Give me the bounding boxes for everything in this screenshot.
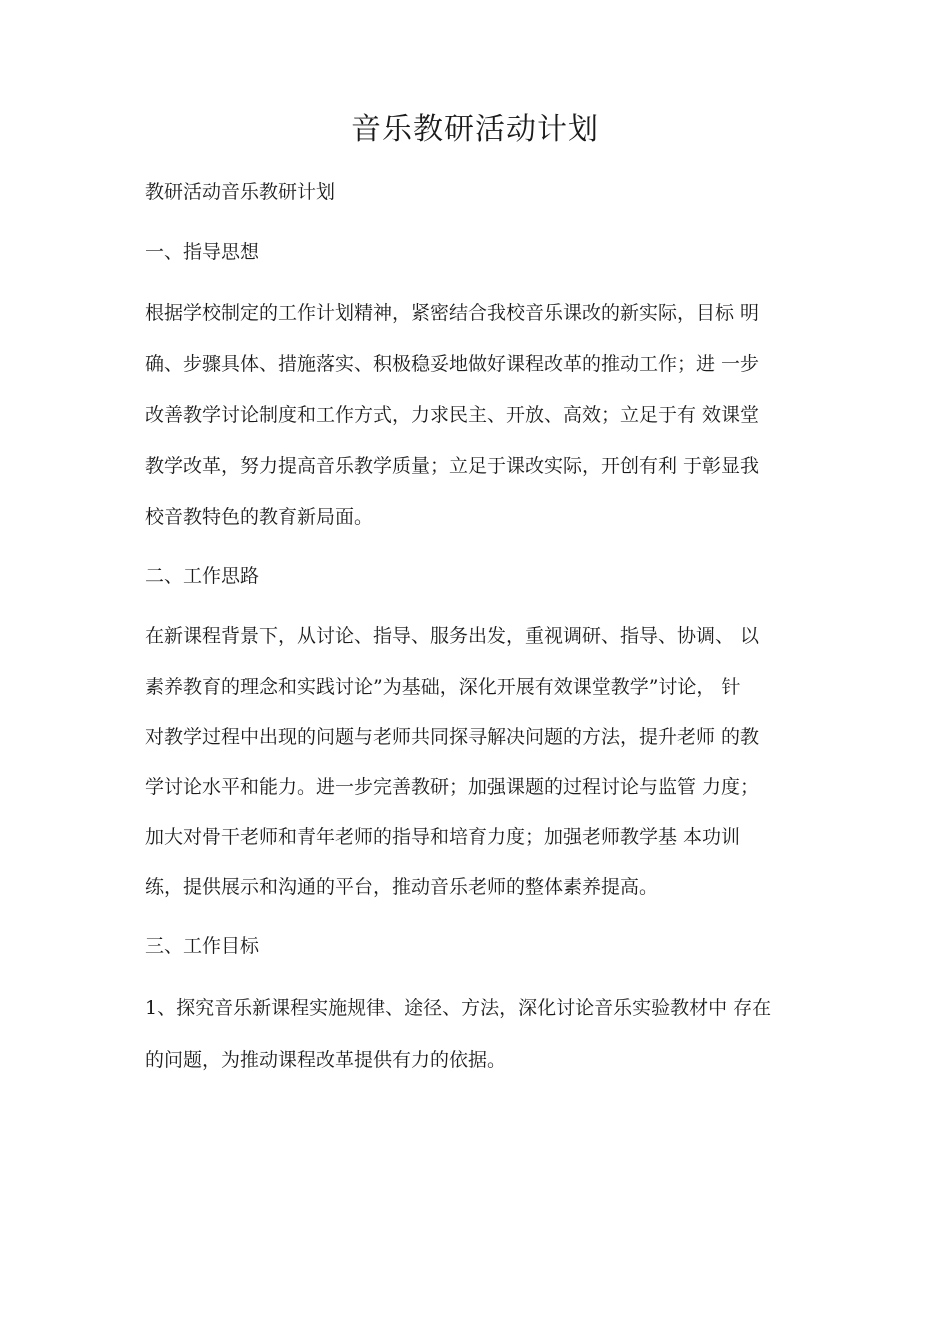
- paragraph-line: 在新课程背景下，从讨论、指导、服务出发，重视调研、指导、协调、 以: [145, 625, 760, 647]
- paragraph-line: 教学改革，努力提高音乐教学质量；立足于课改实际，开创有利 于彰显我: [145, 455, 760, 477]
- section-heading-guiding-ideology: 一、指导思想: [145, 241, 260, 263]
- paragraph-line: 素养教育的理念和实践讨论”为基础，深化开展有效课堂教学”讨论， 针: [145, 676, 741, 698]
- paragraph-line: 校音教特色的教育新局面。: [145, 506, 374, 528]
- paragraph-line: 对教学过程中出现的问题与老师共同探寻解决问题的方法，提升老师 的教: [145, 726, 760, 748]
- paragraph-line: 根据学校制定的工作计划精神，紧密结合我校音乐课改的新实际，目标 明: [145, 302, 760, 324]
- paragraph-line: 学讨论水平和能力。进一步完善教研；加强课题的过程讨论与监管 力度；: [145, 776, 760, 798]
- paragraph-line: 练，提供展示和沟通的平台，推动音乐老师的整体素养提高。: [145, 876, 659, 898]
- paragraph-line: 加大对骨干老师和青年老师的指导和培育力度；加强老师教学基 本功训: [145, 826, 741, 848]
- document-subtitle: 教研活动音乐教研计划: [145, 181, 336, 203]
- paragraph-line: 改善教学讨论制度和工作方式，力求民主、开放、高效；立足于有 效课堂: [145, 404, 760, 426]
- paragraph-line: 确、步骤具体、措施落实、积极稳妥地做好课程改革的推动工作；进 一步: [145, 353, 760, 375]
- paragraph-line: 1、探究音乐新课程实施规律、途径、方法，深化讨论音乐实验教材中 存在: [145, 997, 772, 1019]
- paragraph-line: 的问题，为推动课程改革提供有力的依据。: [145, 1049, 507, 1071]
- section-heading-work-goals: 三、工作目标: [145, 935, 260, 957]
- section-heading-work-approach: 二、工作思路: [145, 565, 260, 587]
- document-title: 音乐教研活动计划: [351, 112, 599, 147]
